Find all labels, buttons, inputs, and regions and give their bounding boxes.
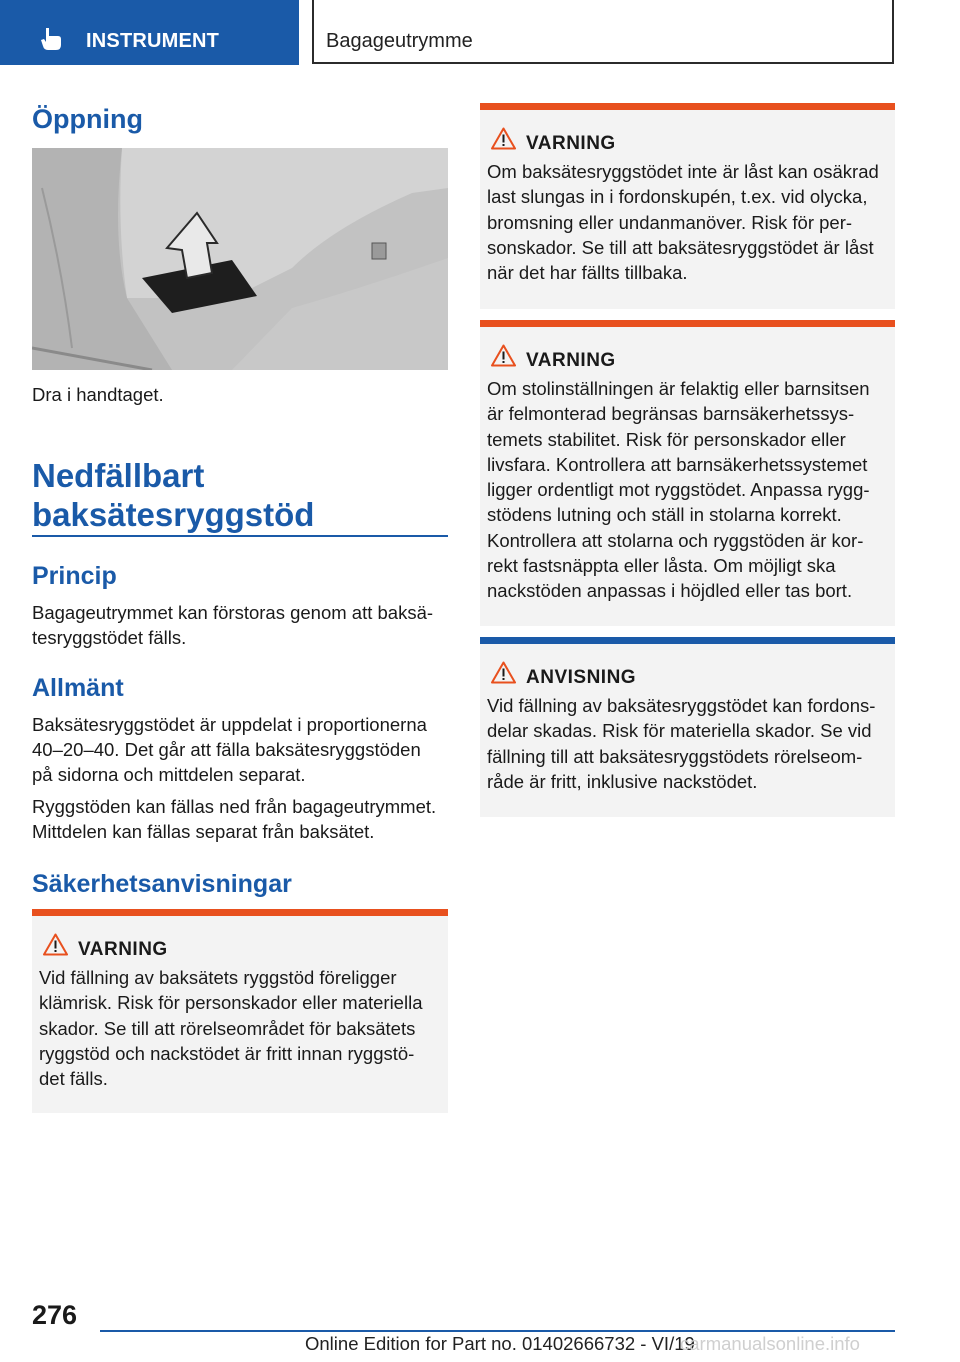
notice-bar: [480, 637, 895, 644]
allmant-line-3: på sidorna och mittdelen separat.: [32, 764, 306, 785]
notice-triangle-icon: [491, 661, 516, 684]
breadcrumb-label: Bagageutrymme: [326, 30, 473, 52]
warning-line: rekt fastsnäppta eller låsta. Om möjligt ska: [487, 555, 836, 577]
allmant-line-4: Ryggstöden kan fällas ned från bagageutrymmet.: [32, 796, 437, 817]
warning-line: sonskador. Se till att baksätesryggstödet är låst: [487, 236, 874, 258]
notice-line: råde är fritt, inklusive nackstödet.: [487, 770, 758, 792]
heading-princip: Princip: [32, 562, 117, 590]
notice-text: [487, 693, 889, 794]
warning-triangle-icon: [491, 344, 516, 367]
warning-line: ligger ordentligt mot ryggstödet. Anpassa rygg-: [487, 479, 870, 501]
header-tab-instrument[interactable]: [0, 0, 299, 65]
trunk-handle-photo: [32, 148, 448, 370]
warning-title: VARNING: [526, 133, 616, 154]
trunk-illustration: [32, 148, 448, 370]
warning-line: när det har fällts tillbaka.: [487, 262, 688, 284]
warning-line: livsfara. Kontrollera att barnsäkerhetssystemet: [487, 453, 868, 475]
image-caption: Dra i handtaget.: [32, 384, 164, 405]
warning-bar: [32, 909, 448, 916]
warning-line: nackstöden anpassas i höjdled eller tas bort.: [487, 580, 853, 602]
warning-box-unsecured-load: [480, 103, 895, 309]
footer-edition: Online Edition for Part no. 01402666732 - VI/19: [305, 1333, 695, 1354]
warning-line: det fälls.: [39, 1068, 108, 1090]
warning-line: är felmonterad begränsas barnsäkerhetssys-: [487, 403, 855, 425]
warning-line: Vid fällning av baksätets ryggstöd föreligger: [39, 967, 397, 988]
warning-bar: [480, 320, 895, 327]
warning-line: stödens lutning och ställ in stolarna korrekt.: [487, 504, 842, 526]
allmant-line-1: Baksätesryggstödet är uppdelat i proportionerna: [32, 714, 427, 735]
heading-sakerhetsanvisningar: Säkerhetsanvisningar: [32, 870, 292, 898]
warning-line: klämrisk. Risk för personskador eller materiella: [39, 992, 423, 1014]
warning-text: [487, 159, 889, 285]
warning-line: bromsning eller undanmanöver. Risk för per-: [487, 211, 853, 233]
notice-line: fällning till att baksätesryggstödets rörelseom-: [487, 745, 863, 767]
breadcrumb: [312, 0, 894, 64]
warning-title: VARNING: [78, 939, 168, 960]
heading-main-line1: Nedfällbart: [32, 457, 205, 494]
notice-line: delar skadas. Risk för materiella skador. Se vid: [487, 720, 872, 742]
warning-title: VARNING: [526, 350, 616, 371]
warning-triangle-icon: [43, 933, 68, 956]
warning-line: Om stolinställningen är felaktig eller barnsitsen: [487, 378, 870, 399]
warning-text: [39, 965, 442, 1091]
notice-title: ANVISNING: [526, 667, 637, 688]
warning-line: temets stabilitet. Risk för personskador eller: [487, 428, 846, 450]
header-tab-label: INSTRUMENT: [86, 30, 220, 52]
footer-watermark: carmanualsonline.info: [680, 1333, 860, 1354]
warning-line: Kontrollera att stolarna och ryggstöden är kor-: [487, 529, 864, 551]
page-number: 276: [32, 1300, 78, 1330]
warning-line: last slungas in i fordonskupén, t.ex. vid olycka,: [487, 186, 868, 208]
heading-oppning: Öppning: [32, 104, 143, 134]
heading-allmant: Allmänt: [32, 674, 124, 702]
allmant-line-5: Mittdelen kan fällas separat från baksätet.: [32, 821, 375, 842]
warning-box-pinch: [32, 909, 448, 1113]
warning-line: Om baksätesryggstödet inte är låst kan osäkrad: [487, 161, 879, 182]
warning-triangle-icon: [491, 127, 516, 150]
footer-rule: [100, 1330, 895, 1332]
warning-line: ryggstöd och nackstödet är fritt innan ryggstö-: [39, 1042, 415, 1064]
section-divider: [32, 535, 448, 537]
notice-line: Vid fällning av baksätesryggstödet kan fordons-: [487, 695, 876, 716]
warning-bar: [480, 103, 895, 110]
hand-pointer-icon: [38, 26, 64, 52]
princip-line-1: Bagageutrymmet kan förstoras genom att baksä-: [32, 602, 434, 623]
warning-text: [487, 376, 889, 604]
heading-main-line2: baksätesryggstöd: [32, 496, 315, 533]
notice-box: [480, 637, 895, 817]
allmant-line-2: 40–20–40. Det går att fälla baksätesryggstöden: [32, 739, 421, 760]
warning-line: skador. Se till att rörelseområdet för baksätets: [39, 1017, 416, 1039]
warning-box-child-seat: [480, 320, 895, 626]
princip-line-2: tesryggstödet fälls.: [32, 627, 187, 648]
